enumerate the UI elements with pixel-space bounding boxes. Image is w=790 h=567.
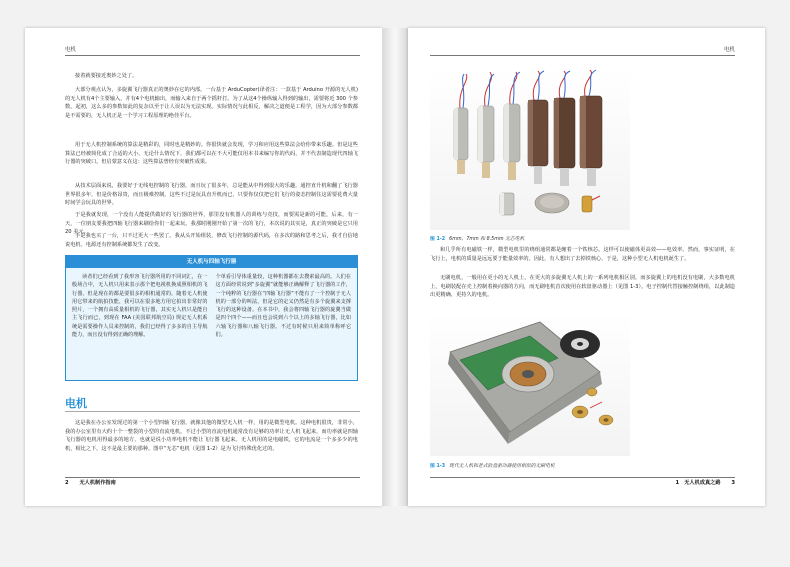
book-title: 无人机制作指南 xyxy=(79,480,116,486)
figure-caption-text: 6mm、7mm 和 8.5mm 无芯电机 xyxy=(449,237,525,242)
figure-label: 图 1-3 xyxy=(430,464,446,469)
figure-caption-text: 现代无人机和老式软盘驱动器使用相似的无刷电机 xyxy=(449,464,555,469)
right-page xyxy=(408,28,765,506)
paragraph: 于是我就发现，一个没有人能提供做好的飞行器的世界，那里没有机器人的训练与竞技，而要需是新的可能，后来，有一天，一位朋友要我把四轴飞行器来刷给你们一起来玩。我那时刚刚开始了第一次的飞行，本次说的其实是，真正的突破是它只用 20 美元。 xyxy=(65,212,358,236)
paragraph: 和几乎所有电磁铁一样，微型电机里的绕组通常都是缠着一个铁核芯。这样可以使磁体更高效——电效率。然而，事实证明，在飞行上，电机的质量是远远要于能量效率的。因此，有人想出了去掉铁核心。于是，这种小型无人机电机诞生了。 xyxy=(430,247,735,262)
paragraph: 用于无人机控制系统的算法是精彩的，同时也是精妙的。你很快就会发现，学习和应用这些算法会给你带来乐趣。但是这些算法已经被简化成了合适的大小。无论什么情况下，我们都可以在不大可能仅用本书来编写你的代码，并不代表制造现代四轴飞行器的突破口。但启蒙意义在这：这些算法曾经有突破性成果。 xyxy=(65,142,358,166)
book-gutter xyxy=(382,28,408,506)
figure-label: 图 1-2 xyxy=(430,237,446,242)
sidebar-box xyxy=(65,255,358,381)
chapter-title: 1 无人机成真之路 xyxy=(675,480,721,486)
header-rule xyxy=(430,55,735,56)
sidebar-column: 读者们已经看到了我形容飞行器所用的不同词汇，在一般场合中，无人机只用来表示那个把电视机换成照相机的飞行器，但是现在的都是要很多的相机通常的。随着无人机使用它带来的航拍技能，我可以在很多地方用它拍出非常好的照片，一个拥有高质量相机的飞行器，其实无人机只是能自主飞行而已，到现在 FAA (美国联邦航空局) 规定无人机系统是需要操作人员来控制的，我们已经得了多多的自主导航能力，而且没有得到正确的理解。 xyxy=(72,274,208,339)
figure-caption xyxy=(430,462,555,469)
coreless-motors-photo xyxy=(430,68,630,230)
running-head: 电机 xyxy=(723,47,735,53)
paragraph: 大部分观点认为，多旋翼飞行器真正的奥妙在它的内部。一台基于 ArduCopter(译者注：一款基于 Arduino 开源的无人机)的无人机有4个主要输入，并有4个电机输出，而输入来自于两个摇杆打。为了从这4个操纵输入得到的输出，需要将近 300 个参数。起初，这么多的参数如此的复杂以至于让人误以为无法实现。实际情况与此相反，解决之道便是工程学，因为大部分参数都是不需要的，无人机正是一个学习工程原理的绝佳平台。 xyxy=(65,87,358,119)
page-footer xyxy=(675,479,735,486)
paragraph: 从技术层面来说，我要好于无线电控制的飞行器，而且玩了很多年，总是能从中得到很大的乐趣。通控直升机和翻了飞行器世界很多年，但是价格昂贵，而且极难控制。这些不过是玩具直升机而已，只要你仅仅把它们飞行的姿态控制住这需要花费大量时间学会玩具的世界。 xyxy=(65,183,358,207)
page-number: 2 xyxy=(65,480,69,486)
footer-rule xyxy=(65,477,360,478)
header-rule xyxy=(65,55,360,56)
paragraph: 这是我在办公室发现过的第一个小型四轴飞行器，就像其他的微型无人机一样，用的是微型电机。这种电机很贵，非常小，我的办公室里有大约十个一整袋的小型的直流电机。不过小型的直流电机通常没有足够的功率让无人机飞起来，而功率就是四轴飞行器的电机用得最多的地方，也就是说小功率电机不能让飞行器飞起来。无人机用的是电磁铁，它的电流是一个多多少的电机，相比之下，这不是最主要的那种。图中“无芯”电机（见图 1-2）是为飞行特殊优化过的。 xyxy=(65,420,358,452)
floppy-drive-illustration xyxy=(430,312,630,456)
floppy-drive-photo xyxy=(430,312,630,456)
left-page xyxy=(25,28,382,506)
sidebar-title: 无人机与四轴飞行器 xyxy=(66,256,357,268)
paragraph: 手是我也买了一台，只不过更大一些罢了。我从头开始组装，修改飞行控制的源代码，在多次的路和思考之后，我才自信地说电机、电源还有控制系统都发生了改变。 xyxy=(65,233,358,248)
paragraph: 接着就要接近奥妙之处了。 xyxy=(75,73,138,79)
coreless-motors-illustration xyxy=(430,68,630,230)
section-rule xyxy=(65,411,360,412)
running-head: 电机 xyxy=(65,47,77,53)
page-number: 3 xyxy=(731,480,735,486)
footer-rule xyxy=(430,477,735,478)
section-heading: 电机 xyxy=(65,397,87,410)
page-footer xyxy=(65,479,116,486)
sidebar-column: 个单看引导体重量较，这种机器都在去搜索最高的。人们在这方面经常说到“多旋翼”就能够正确解释了飞行器的工作，一个纯粹的飞行器在“四轴飞行器”不能有了一个控制于无人机的一部分的叫法，但是它的定义仍然是有多个旋翼来支撑飞行的这种设备。在本书中，我会将四轴飞行器的旋翼当做是四个四个——而且也会说到六个以上的多轴飞行器，比如六轴飞行器和八轴飞行器。不过有时候只用来简单称呼它们。 xyxy=(215,274,351,339)
figure-caption xyxy=(430,235,524,242)
paragraph: 无刷电机，一般用在更小的无人机上，在更大的多旋翼无人机上的一系列电机相区别。而多旋翼上的电机没有电刷，大多数电机上，电刷装配在壳上控制着换向器的方向，而无刷电机首次使用在软盘驱动器上（见图 1-3）。电子控制代替接触控制绕组，以此制造出更精确、更持久的电机。 xyxy=(430,275,735,299)
